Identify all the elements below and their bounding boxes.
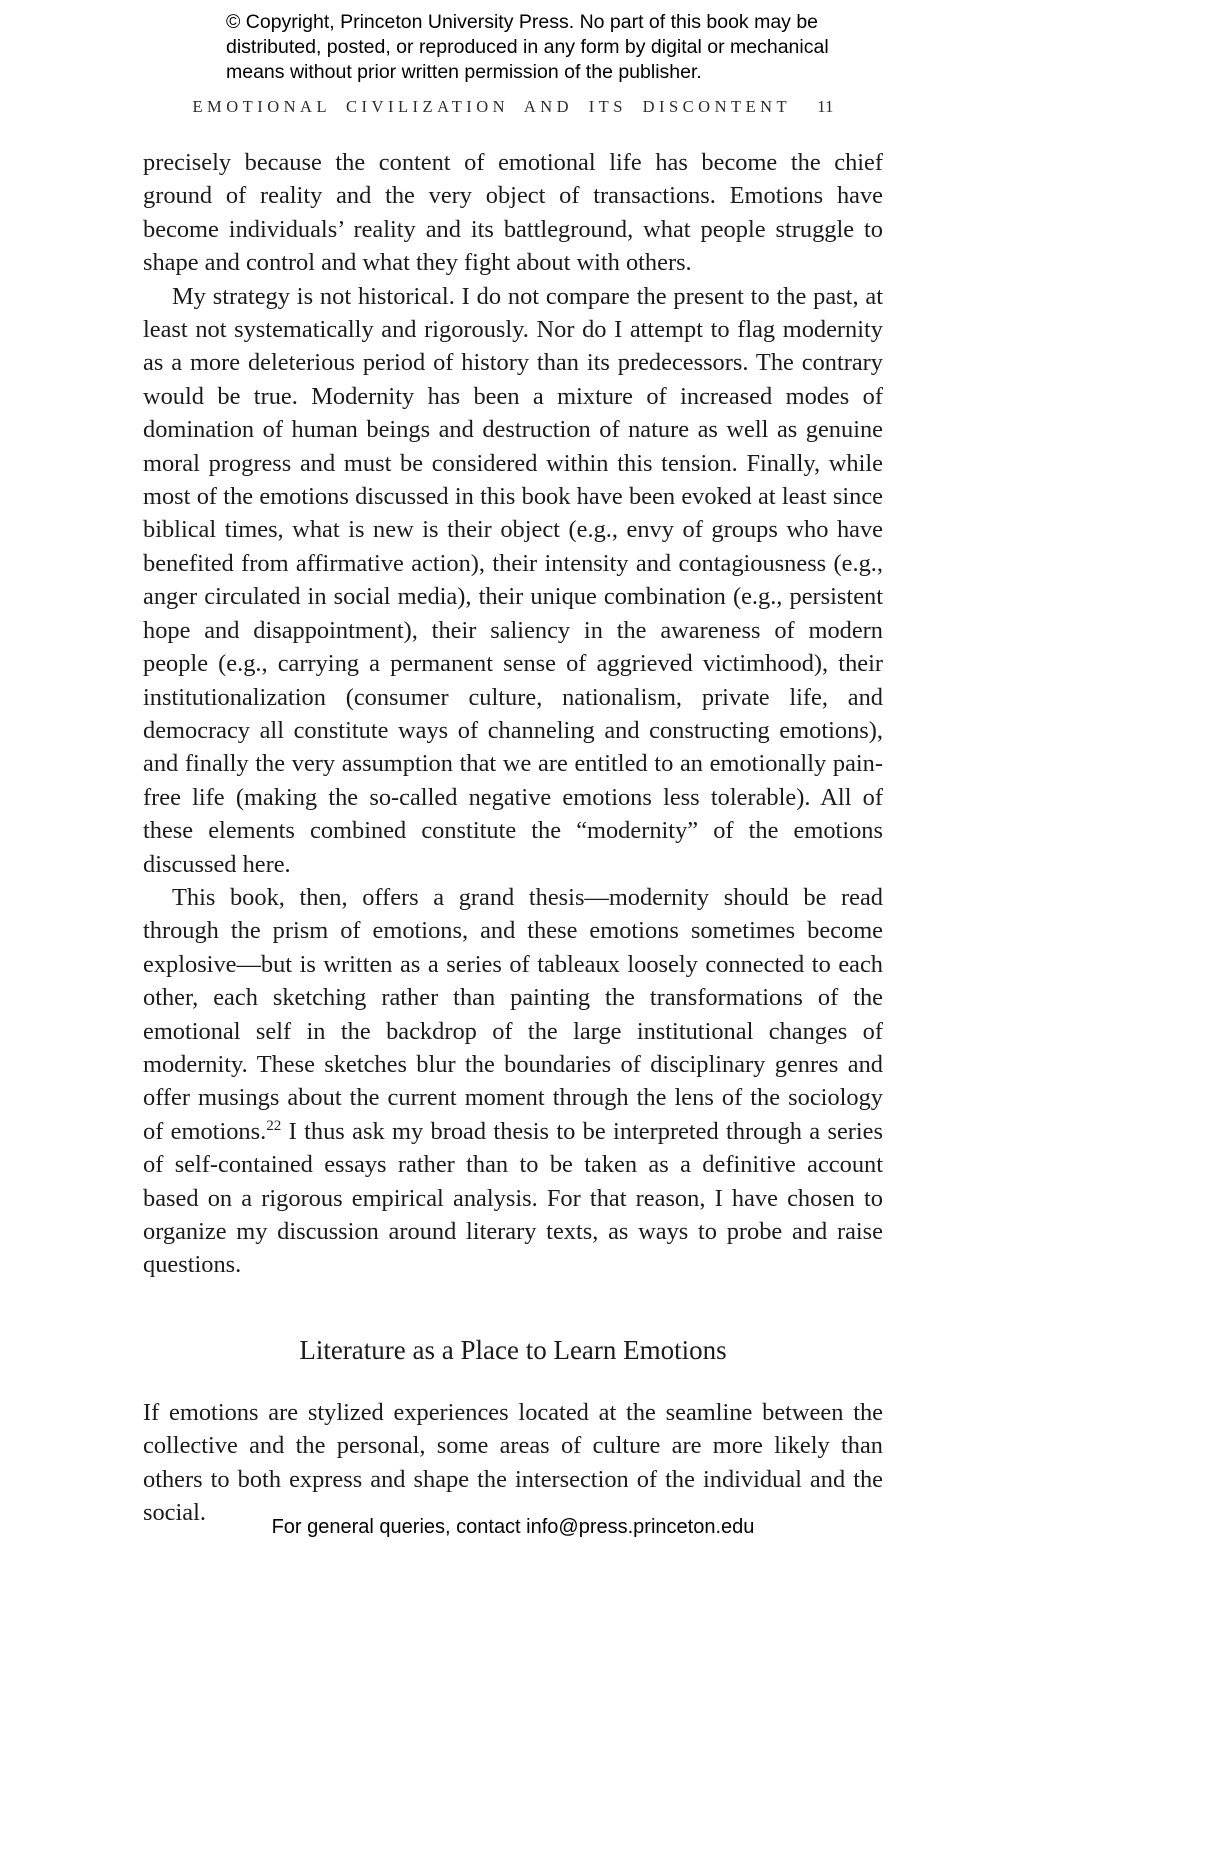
copyright-line: distributed, posted, or reproduced in any form by digital or mechanical (226, 36, 829, 58)
copyright-notice (226, 10, 886, 85)
paragraph-3 (143, 881, 883, 1282)
section-heading: Literature as a Place to Learn Emotions (299, 1334, 727, 1365)
paragraph-2: My strategy is not historical. I do not compare the present to the past, at least not systematically and rigorously. Nor do I attempt to flag modernity as a more deleterious period of history than its predecessors. The contrary would be true. Modernity has been a mixture of increased modes of domination of human beings and destruction of nature as well as genuine moral progress and must be considered within this tension. Finally, while most of the emotions discussed in this book have been evoked at least since biblical times, what is new is their object (e.g., envy of groups who have benefited from affirmative action), their intensity and contagiousness (e.g., anger circulated in social media), their unique combination (e.g., persistent hope and disappointment), their saliency in the awareness of modern people (e.g., carrying a permanent sense of aggrieved victimhood), their institutionalization (consumer culture, nationalism, private life, and democracy all constitute ways of channeling and constructing emotions), and finally the very assumption that we are entitled to an emotionally pain-free life (making the so-called negative emotions less tolerable). All of these elements combined constitute the “modernity” of the emotions discussed here. (143, 282, 883, 878)
footer-text: For general queries, contact info@press.princeton.edu (271, 1516, 755, 1538)
paragraph-3-text: This book, then, offers a grand thesis—modernity should be read through the prism of emotions, and these emotions sometimes become explosive—but is written as a series of tableaux loosely connected to each other, each sketching rather than painting the transformations of the emotional self in the backdrop of the large institutional changes of modernity. These sketches blur the boundaries of disciplinary genres and offer musings about the current moment through the lens of the sociology of emotions. (143, 883, 883, 1145)
paragraph-1: precisely because the content of emotional life has become the chief ground of reality and the very object of transactions. Emotions have become individuals’ reality and its battleground, what people struggle to shape and control and what they fight about with others. (143, 149, 883, 277)
page-body (143, 146, 883, 1529)
footer-note (143, 1516, 883, 1539)
running-head-title: EMOTIONAL CIVILIZATION AND ITS DISCONTENT (192, 97, 792, 116)
paragraph-4: If emotions are stylized experiences located at the seamline between the collective and the personal, some areas of culture are more likely than others to both express and shape the intersection of the individual and the social. (143, 1398, 883, 1527)
paragraph-3-continuation: I thus ask my broad thesis to be interpreted through a series of self-contained essays rather than to be taken as a definitive account based on a rigorous empirical analysis. For that reason, I have chosen to organize my discussion around literary texts, as ways to probe and raise questions. (143, 1117, 883, 1279)
footnote-reference: 22 (266, 1117, 282, 1134)
page-number: 11 (817, 97, 834, 116)
copyright-line: means without prior written permission of the publisher. (226, 61, 702, 83)
copyright-line: © Copyright, Princeton University Press. No part of this book may be (226, 11, 819, 33)
running-head (143, 97, 883, 117)
